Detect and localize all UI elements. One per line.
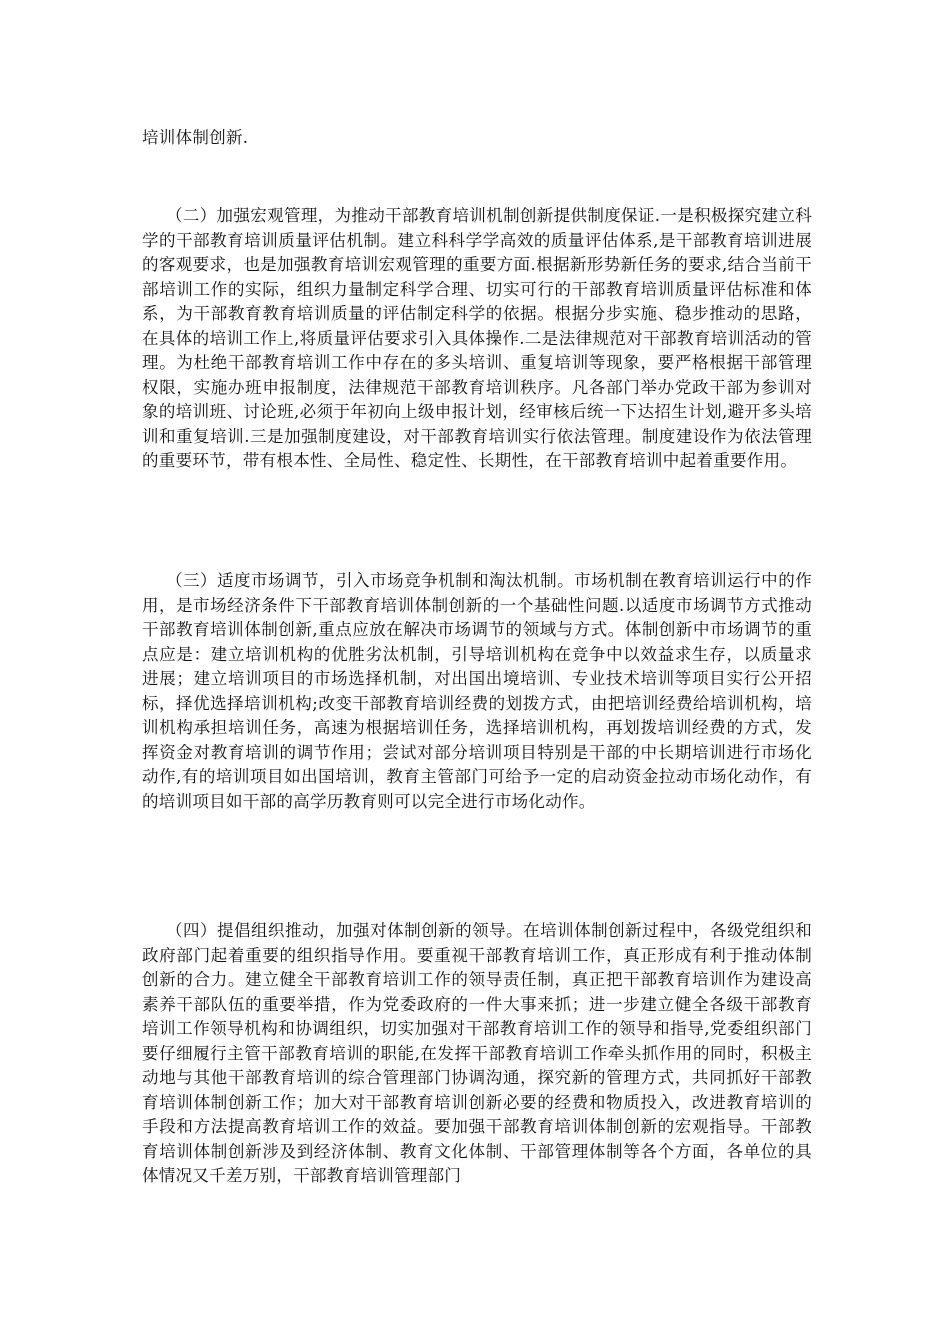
paragraph-section-2: （二）加强宏观管理，为推动干部教育培训机制创新提供制度保证.一是积极探究建立科学的干部教育培训质量评估机制。建立科科学学高效的质量评估体系,是干部教育培训进展的客观要求，也是加强教育培训宏观管理的重要方面.根据新形势新任务的要求,结合当前干部培训工作的实际，组织力量制定科学合理、切实可行的干部教育培训质量评估标准和体系，为干部教育教育培训质量的评估制定科学的依据。根据分步实施、稳步推动的思路，在具体的培训工作上,将质量评估要求引入具体操作.二是法律规范对干部教育培训活动的管理。为杜绝干部教育培训工作中存在的多头培训、重复培训等现象，要严格根据干部管理权限，实施办班申报制度，法律规范干部教育培训秩序。凡各部门举办党政干部为参训对象的培训班、讨论班,必须于年初向上级申报计划，经审核后统一下达招生计划,避开多头培训和重复培训.三是加强制度建设，对干部教育培训实行依法管理。制度建设作为依法管理的重要环节，带有根本性、全局性、稳定性、长期性，在干部教育培训中起着重要作用。: [142, 206, 812, 470]
paragraph-section-4: （四）提倡组织推动，加强对体制创新的领导。在培训体制创新过程中，各级党组织和政府部门起着重要的组织指导作用。要重视干部教育培训工作，真正形成有利于推动体制创新的合力。建立健全干部教育培训工作的领导责任制，真正把干部教育培训作为建设高素养干部队伍的重要举措，作为党委政府的一件大事来抓；进一步建立健全各级干部教育培训工作领导机构和协调组织，切实加强对干部教育培训工作的领导和指导,党委组织部门要仔细履行主管干部教育培训的职能,在发挥干部教育培训工作牵头抓作用的同时，积极主动地与其他干部教育培训的综合管理部门协调沟通，探究新的管理方式，共同抓好干部教育培训体制创新工作；加大对干部教育培训创新必要的经费和物质投入，改进教育培训的手段和方法提高教育培训工作的效益。要加强干部教育培训体制创新的宏观指导。干部教育培训体制创新涉及到经济体制、教育文化体制、干部管理体制等各个方面，各单位的具体情况又千差万别，干部教育培训管理部门: [142, 921, 812, 1185]
paragraph-section-3: （三）适度市场调节，引入市场竞争机制和淘汰机制。市场机制在教育培训运行中的作用，是市场经济条件下干部教育培训体制创新的一个基础性问题.以适度市场调节方式推动干部教育培训体制创新,重点应放在解决市场调节的领域与方式。体制创新中市场调节的重点应是：建立培训机构的优胜劣汰机制，引导培训机构在竞争中以效益求生存，以质量求进展；建立培训项目的市场选择机制，对出国出境培训、专业技术培训等项目实行公开招标，择优选择培训机构;改变干部教育培训经费的划拨方式，由把培训经费给培训机构，培训机构承担培训任务，高速为根据培训任务，选择培训机构，再划拨培训经费的方式，发挥资金对教育培训的调节作用；尝试对部分培训项目特别是干部的中长期培训进行市场化动作,有的培训项目如出国培训，教育主管部门可给予一定的启动资金拉动市场化动作，有的培训项目如干部的高学历教育则可以完全进行市场化动作。: [142, 571, 812, 811]
paragraph-continuation: 培训体制创新.: [142, 128, 249, 147]
